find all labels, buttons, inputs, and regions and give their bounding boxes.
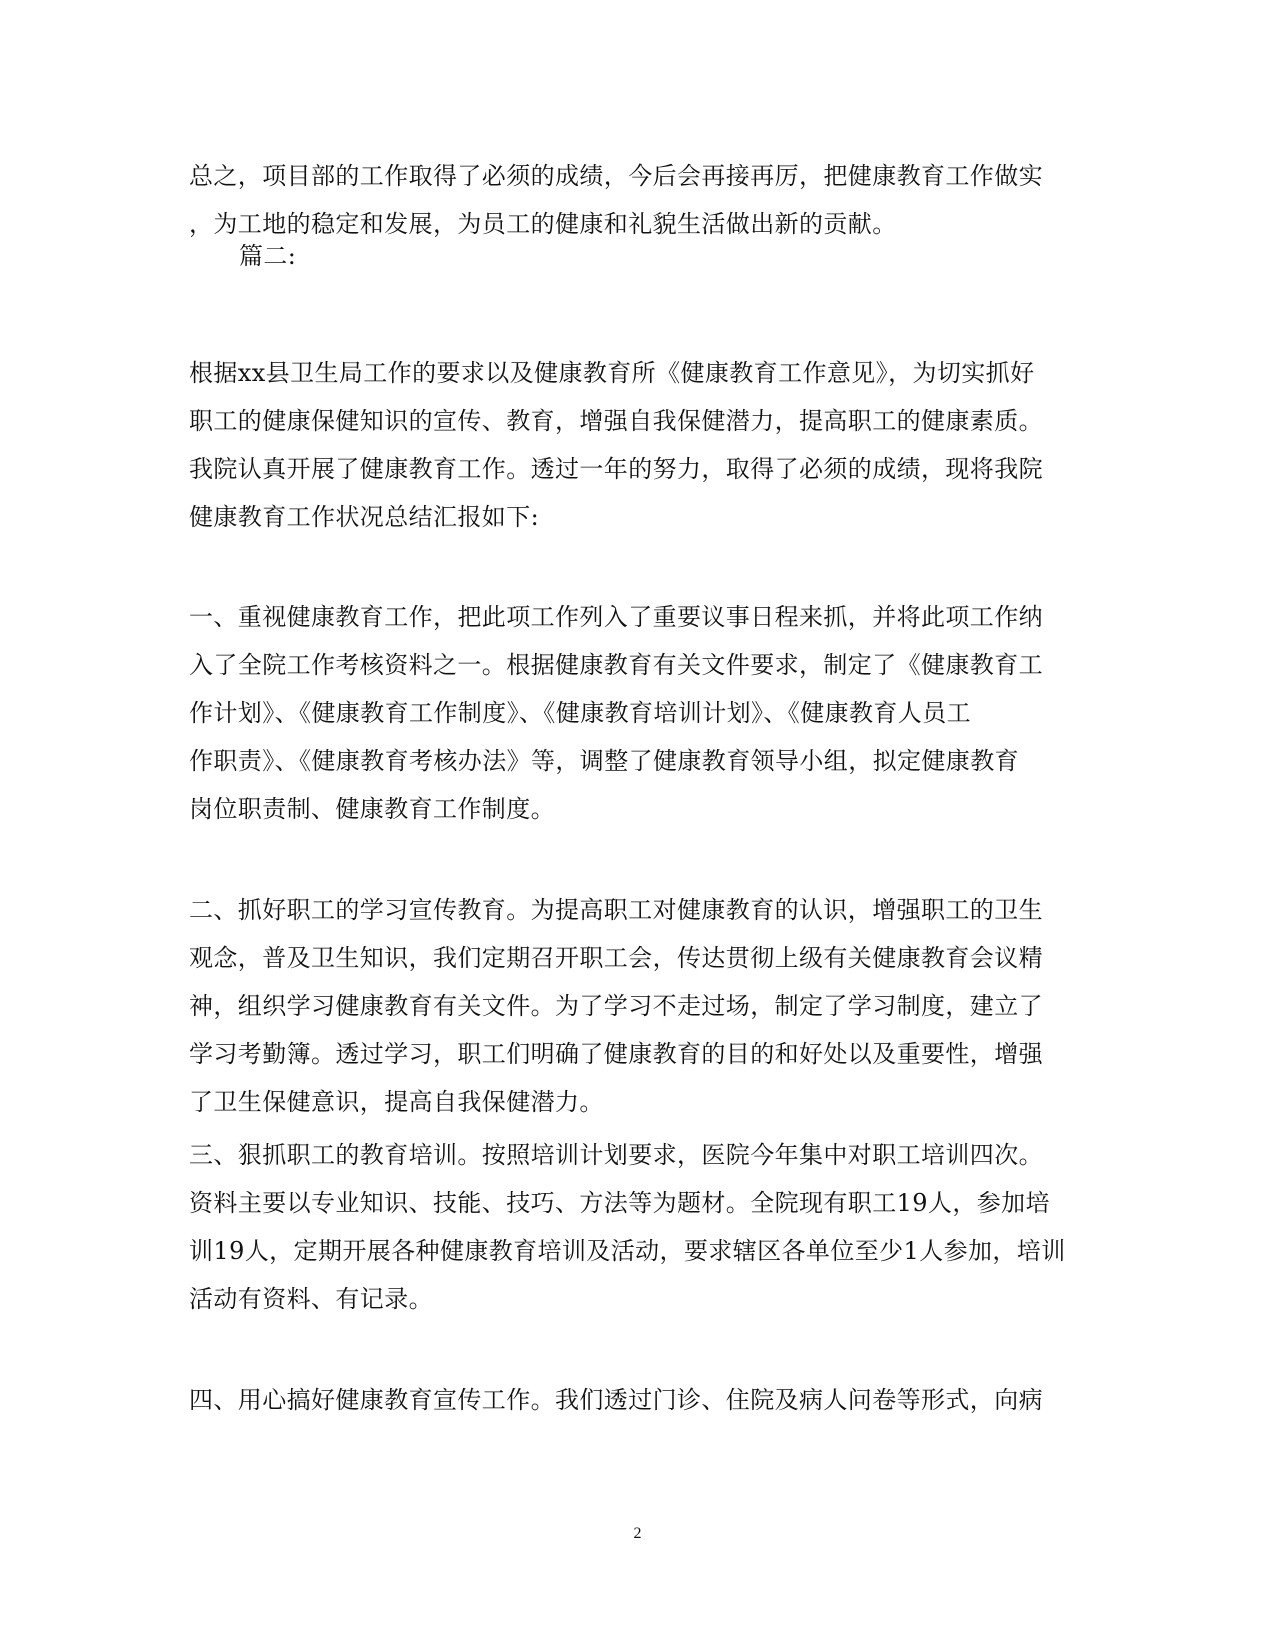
text-line: 一、重视健康教育工作，把此项工作列入了重要议事日程来抓，并将此项工作纳 [189,603,1043,631]
section-heading [189,232,1089,280]
point-two-paragraph [189,886,1089,1126]
text-line: 了卫生保健意识，提高自我保健潜力。 [189,1088,604,1116]
point-three-paragraph [189,1131,1089,1323]
text-line: 资料主要以专业知识、技能、技巧、方法等为题材。全院现有职工19人，参加培 [189,1189,1050,1217]
text-line: 活动有资料、有记录。 [189,1285,433,1313]
text-line: ，为工地的稳定和发展，为员工的健康和礼貌生活做出新的贡献。 [189,210,897,238]
text-line: 根据xx县卫生局工作的要求以及健康教育所《健康教育工作意见》，为切实抓好 [189,359,1035,387]
text-line: 四、用心搞好健康教育宣传工作。我们透过门诊、住院及病人问卷等形式，向病 [189,1386,1043,1414]
text-line: 入了全院工作考核资料之一。根据健康教育有关文件要求，制定了《健康教育工 [189,651,1043,679]
text-line: 职工的健康保健知识的宣传、教育，增强自我保健潜力，提高职工的健康素质。 [189,407,1043,435]
page-number: 2 [633,1525,642,1542]
point-four-paragraph [189,1376,1089,1424]
text-line: 作职责》、《健康教育考核办法》等，调整了健康教育领导小组，拟定健康教育 [189,747,1019,775]
text-line: 总之，项目部的工作取得了必须的成绩，今后会再接再厉，把健康教育工作做实 [189,162,1043,190]
text-line: 二、抓好职工的学习宣传教育。为提高职工对健康教育的认识，增强职工的卫生 [189,896,1043,924]
text-line: 神，组织学习健康教育有关文件。为了学习不走过场，制定了学习制度，建立了 [189,992,1043,1020]
section-heading-text: 篇二: [239,242,297,270]
text-line: 学习考勤簿。透过学习，职工们明确了健康教育的目的和好处以及重要性，增强 [189,1040,1043,1068]
text-line: 三、狠抓职工的教育培训。按照培训计划要求，医院今年集中对职工培训四次。 [189,1141,1043,1169]
text-line: 作计划》、《健康教育工作制度》、《健康教育培训计划》、《健康教育人员工 [189,699,971,727]
intro-paragraph [189,349,1089,541]
point-one-paragraph [189,593,1089,833]
text-line: 训19人，定期开展各种健康教育培训及活动，要求辖区各单位至少1人参加，培训 [189,1237,1066,1265]
text-line: 我院认真开展了健康教育工作。透过一年的努力，取得了必须的成绩，现将我院 [189,455,1043,483]
text-line: 观念，普及卫生知识，我们定期召开职工会，传达贯彻上级有关健康教育会议精 [189,944,1043,972]
text-line: 健康教育工作状况总结汇报如下: [189,503,540,531]
text-line: 岗位职责制、健康教育工作制度。 [189,795,555,823]
